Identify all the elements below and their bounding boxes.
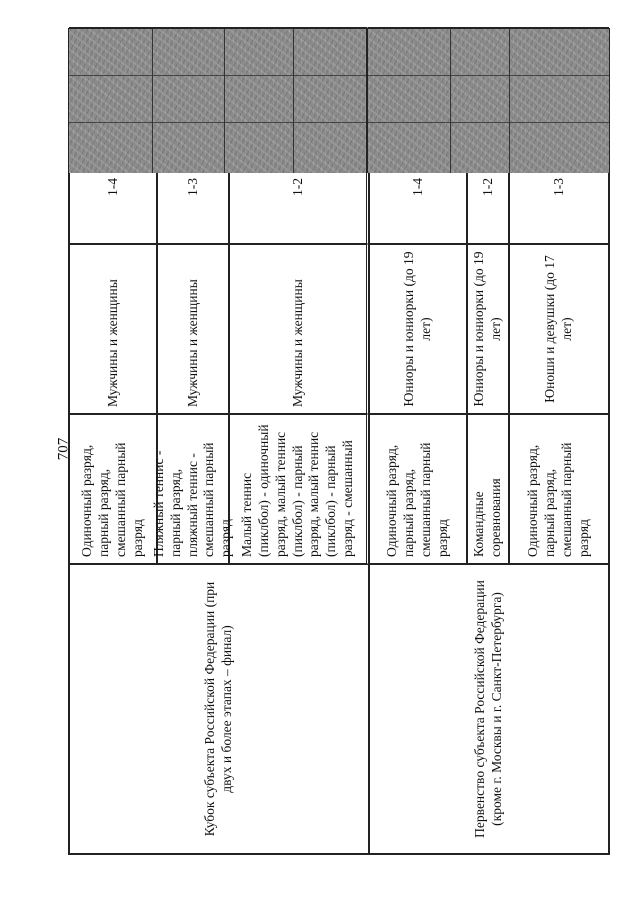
participants-cell: Юниоры и юниорки (до 19 лет) [467,244,509,414]
place-range-cell: 1-3 [157,130,229,244]
place-range-cell: 1-2 [467,130,509,244]
competition-cell: Первенство субъекта Российской Федерации (кроме г. Москвы и г. Санкт-Петербурга) [369,564,609,854]
discipline-cell: Пляжный теннис - парный разряд, пляжный теннис - смешанный парный разряд [157,414,229,564]
discipline-cell: Малый теннис (пиклбол) - одиночный разряд, малый теннис (пиклбол) - парный разряд, малый теннис (пиклбол) - парный разряд - смешанный [229,414,369,564]
discipline-cell: Одиночный разряд, парный разряд, смешанный парный разряд [369,414,467,564]
participants-cell: Юниоры и юниорки (до 19 лет) [369,244,467,414]
discipline-cell: Командные соревнования [467,414,509,564]
place-range-cell: 1-2 [229,130,369,244]
place-range-cell: 1-3 [509,130,609,244]
discipline-cell: Одиночный разряд, парный разряд, смешанный парный разряд [69,414,157,564]
place-range-cell: 1-4 [69,130,157,244]
participants-cell: Мужчины и женщины [157,244,229,414]
competition-cell: Кубок субъекта Российской Федерации (при двух и более этапах – финал) [69,564,369,854]
participants-cell: Юноши и девушки (до 17 лет) [509,244,609,414]
participants-cell: Мужчины и женщины [229,244,369,414]
redacted-columns [68,28,610,173]
page-number: 707 [55,437,72,461]
place-range-cell: 1-4 [369,130,467,244]
participants-cell: Мужчины и женщины [69,244,157,414]
discipline-cell: Одиночный разряд, парный разряд, смешанный парный разряд [509,414,609,564]
